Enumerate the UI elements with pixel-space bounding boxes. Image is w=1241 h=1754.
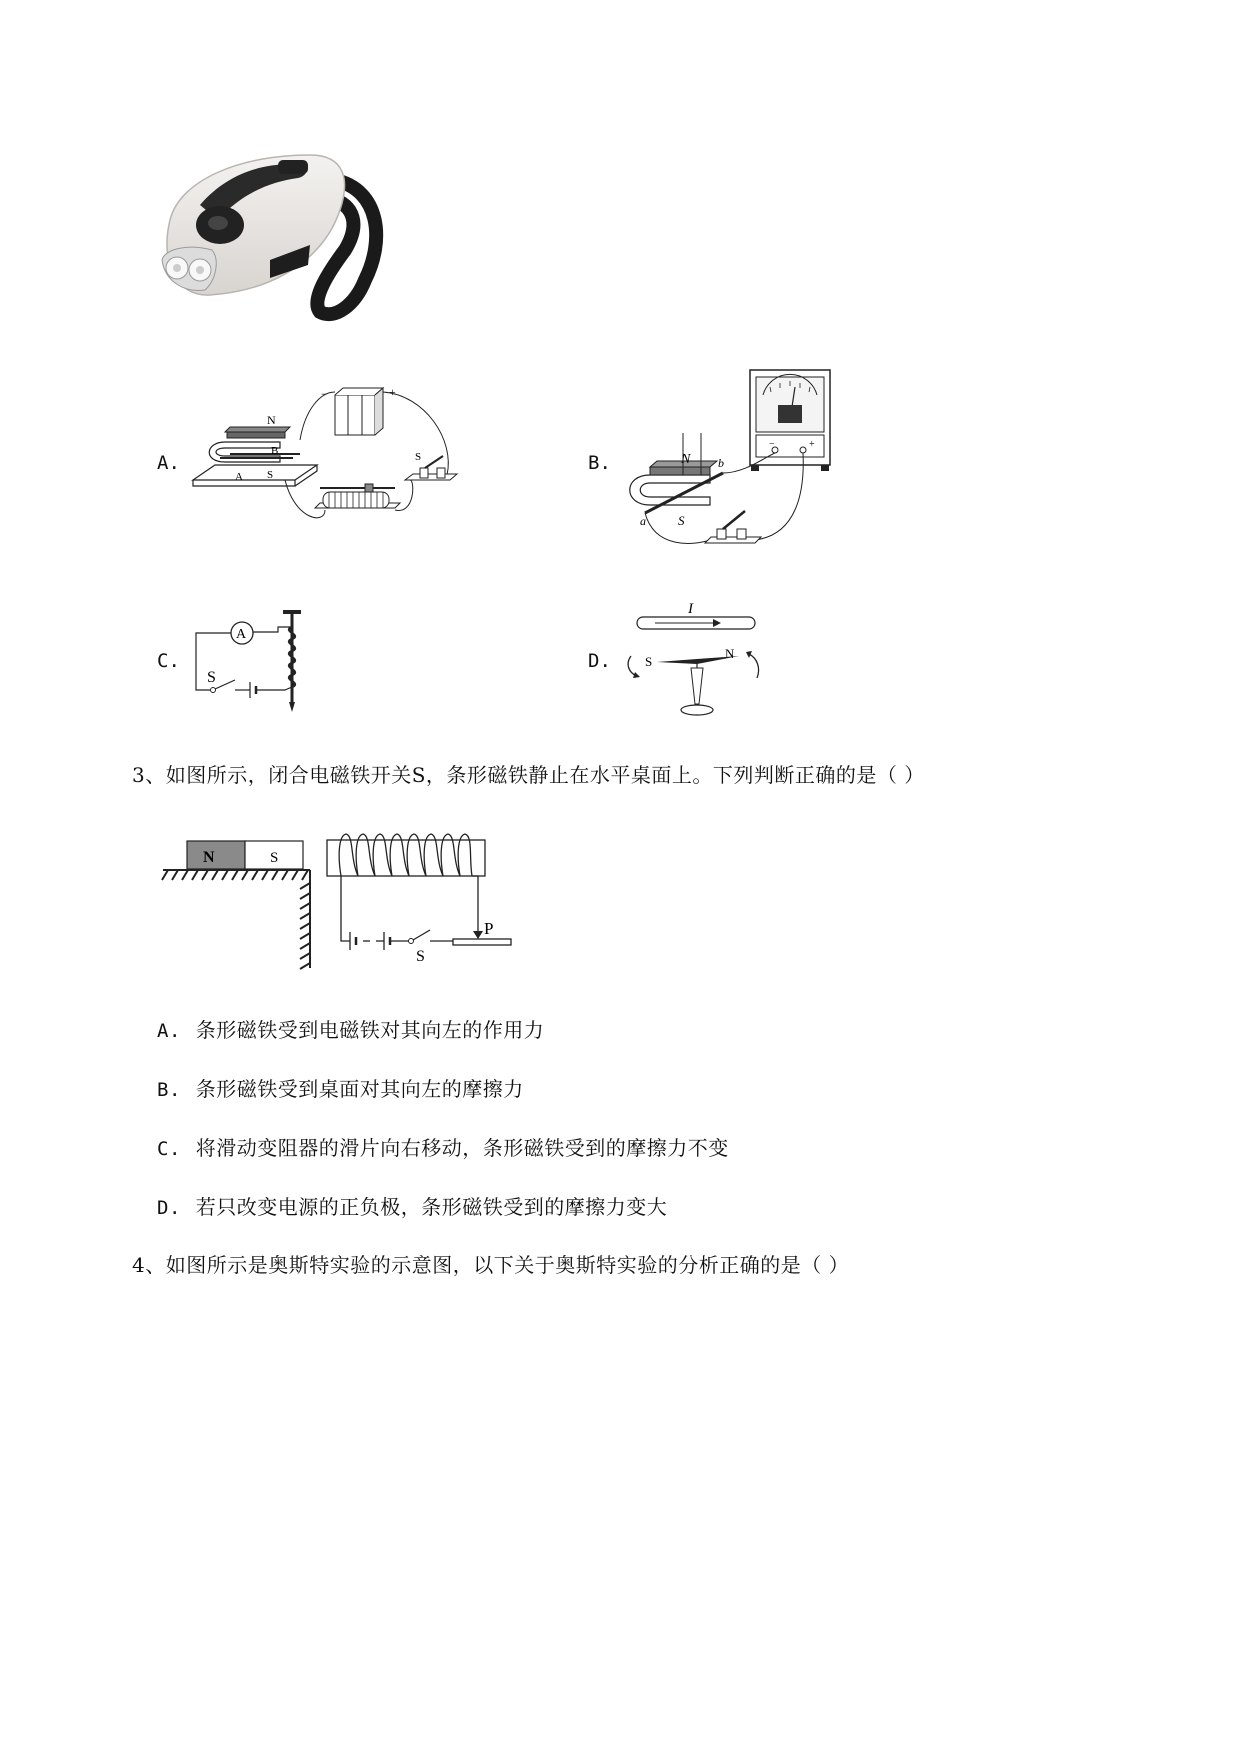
label-s: S [678,513,685,528]
label-slider: P [484,919,494,938]
question-3-option-a[interactable] [157,1014,544,1043]
label-b: b [718,456,724,470]
option-c-text: 将滑动变阻器的滑片向右移动，条形磁铁受到的摩擦力不变 [195,1136,729,1160]
figure-option-c-letter: C. [157,650,180,672]
label-switch: S [207,669,216,686]
label-switch: S [416,948,425,965]
label-b: B [271,445,279,457]
question-3-stem: 3、如图所示，闭合电磁铁开关S，条形磁铁静止在水平桌面上。下列判断正确的是（ ） [132,763,925,787]
figure-option-d-oersted-diagram [615,598,775,723]
question-3-electromagnet-figure [160,828,520,973]
option-b-letter: B. [157,1079,181,1101]
option-a-text: 条形磁铁受到电磁铁对其向左的作用力 [195,1018,545,1042]
figure-option-a-motor-diagram [185,380,475,540]
label-south: S [270,850,279,866]
question-3-option-b[interactable] [157,1073,524,1102]
label-plus: + [809,439,815,450]
label-n: N [681,452,691,467]
question-4-stem: 4、如图所示是奥斯特实验的示意图，以下关于奥斯特实验的分析正确的是（ ） [132,1253,850,1277]
label-current: I [688,601,693,617]
figure-option-a-letter: A. [157,452,180,474]
option-a-letter: A. [157,1020,181,1042]
label-n: N [267,413,276,427]
figure-option-d-letter: D. [588,650,611,672]
label-s: S [645,654,653,669]
flashlight-image [150,150,390,330]
figure-option-b-induction-diagram [615,365,855,560]
label-minus: − [769,439,775,450]
figure-option-c-electromagnet-diagram [190,602,315,717]
figure-option-b-letter: B. [588,452,611,474]
question-3-option-c[interactable] [157,1132,729,1161]
question-3-option-d[interactable] [157,1191,667,1220]
label-switch: S [415,451,422,463]
label-n: N [725,646,735,661]
label-a: A [235,471,243,483]
label-ammeter: A [236,627,247,642]
option-d-letter: D. [157,1197,181,1219]
label-north: N [203,849,215,866]
label-plus: + [389,385,396,399]
label-a: a [640,514,646,528]
option-c-letter: C. [157,1138,181,1160]
option-d-text: 若只改变电源的正负极，条形磁铁受到的摩擦力变大 [195,1195,668,1219]
label-minus: − [321,387,328,401]
option-b-text: 条形磁铁受到桌面对其向左的摩擦力 [195,1077,524,1101]
label-s: S [267,469,274,481]
